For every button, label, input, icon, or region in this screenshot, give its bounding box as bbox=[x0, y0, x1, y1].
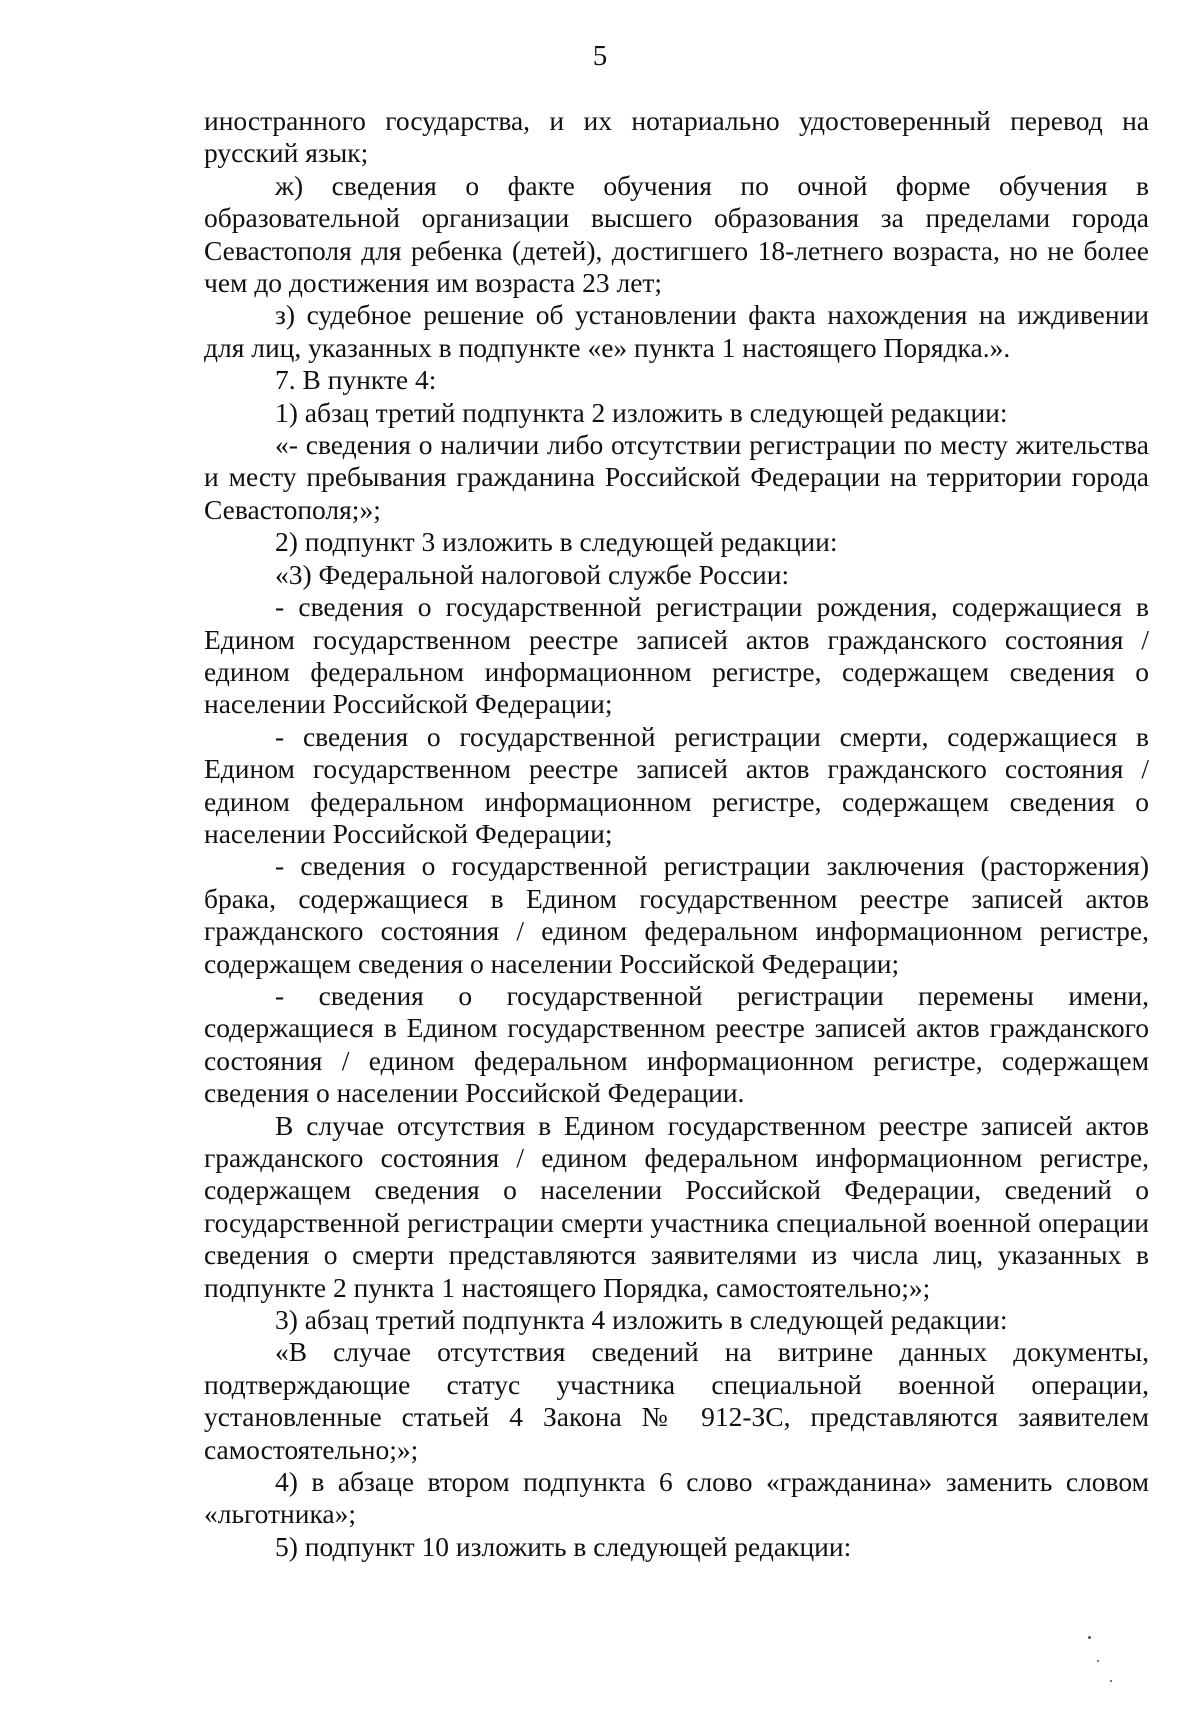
scan-artifact bbox=[1088, 1636, 1091, 1639]
paragraph-subitem-4: 4) в абзаце втором подпункта 6 слово «гражданина» заменить словом «льготника»; bbox=[204, 1466, 1149, 1530]
paragraph-death-records: - сведения о государственной регистрации смерти, содержащиеся в Едином государственном реестре записей актов гражданского состояния / едином федеральном информационном регистре, содержащем сведения о населении Российской Федерации; bbox=[204, 720, 1149, 849]
paragraph-quote-status-documents: «В случае отсутствия сведений на витрине данных документы, подтверждающие статус участника специальной военной операции, установленные статьей 4 Закона № 912-ЗС, представляются заявителем самостоятельно;»; bbox=[204, 1336, 1149, 1465]
paragraph-birth-records: - сведения о государственной регистрации рождения, содержащиеся в Едином государственном реестре записей актов гражданского состояния / едином федеральном информационном регистре, содержащем сведения о населении Российской Федерации; bbox=[204, 591, 1149, 720]
paragraph-subitem-1: 1) абзац третий подпункта 2 изложить в следующей редакции: bbox=[275, 396, 1008, 428]
scan-artifact bbox=[1110, 1680, 1112, 1682]
paragraph-absence-of-records: В случае отсутствия в Едином государственном реестре записей актов гражданского состояния / едином федеральном информационном регистре, содержащем сведения о населении Российской Федерации, сведений о государственной регистрации смерти участника специальной военной операции сведения о смерти представляются заявителями из числа лиц, указанных в подпункте 2 пункта 1 настоящего Порядка, самостоятельно;»; bbox=[204, 1109, 1149, 1303]
paragraph-continuation: иностранного государства, и их нотариально удостоверенный перевод на русский язык; bbox=[204, 105, 1149, 169]
paragraph-item-z: з) судебное решение об установлении факта нахождения на иждивении для лиц, указанных в подпункте «е» пункта 1 настоящего Порядка.». bbox=[204, 299, 1149, 363]
scan-artifact bbox=[1097, 1660, 1099, 1662]
paragraph-subitem-3: 3) абзац третий подпункта 4 изложить в следующей редакции: bbox=[275, 1304, 1008, 1336]
paragraph-name-change-records: - сведения о государственной регистрации перемены имени, содержащиеся в Едином государственном реестре записей актов гражданского состояния / едином федеральном информационном регистре, содержащем сведения о населении Российской Федерации. bbox=[204, 979, 1149, 1109]
document-body bbox=[204, 105, 1149, 1563]
paragraph-subitem-5: 5) подпункт 10 изложить в следующей редакции: bbox=[275, 1530, 852, 1562]
paragraph-quote-registration: «- сведения о наличии либо отсутствии регистрации по месту жительства и месту пребывания гражданина Российской Федерации на территории города Севастополя;»; bbox=[204, 429, 1149, 525]
paragraph-point-7: 7. В пункте 4: bbox=[275, 364, 437, 396]
paragraph-item-zh: ж) сведения о факте обучения по очной форме обучения в образовательной организации высшего образования за пределами города Севастополя для ребенка (детей), достигшего 18-летнего возраста, но не более чем до достижения им возраста 23 лет; bbox=[204, 169, 1149, 299]
paragraph-subitem-2: 2) подпункт 3 изложить в следующей редакции: bbox=[275, 526, 838, 558]
paragraph-tax-service: «3) Федеральной налоговой службе России: bbox=[275, 558, 790, 590]
page-number: 5 bbox=[592, 40, 608, 72]
paragraph-marriage-records: - сведения о государственной регистрации заключения (расторжения) брака, содержащиеся в Едином государственном реестре записей актов гражданского состояния / едином федеральном информационном регистре, содержащем сведения о населении Российской Федерации; bbox=[204, 850, 1149, 979]
